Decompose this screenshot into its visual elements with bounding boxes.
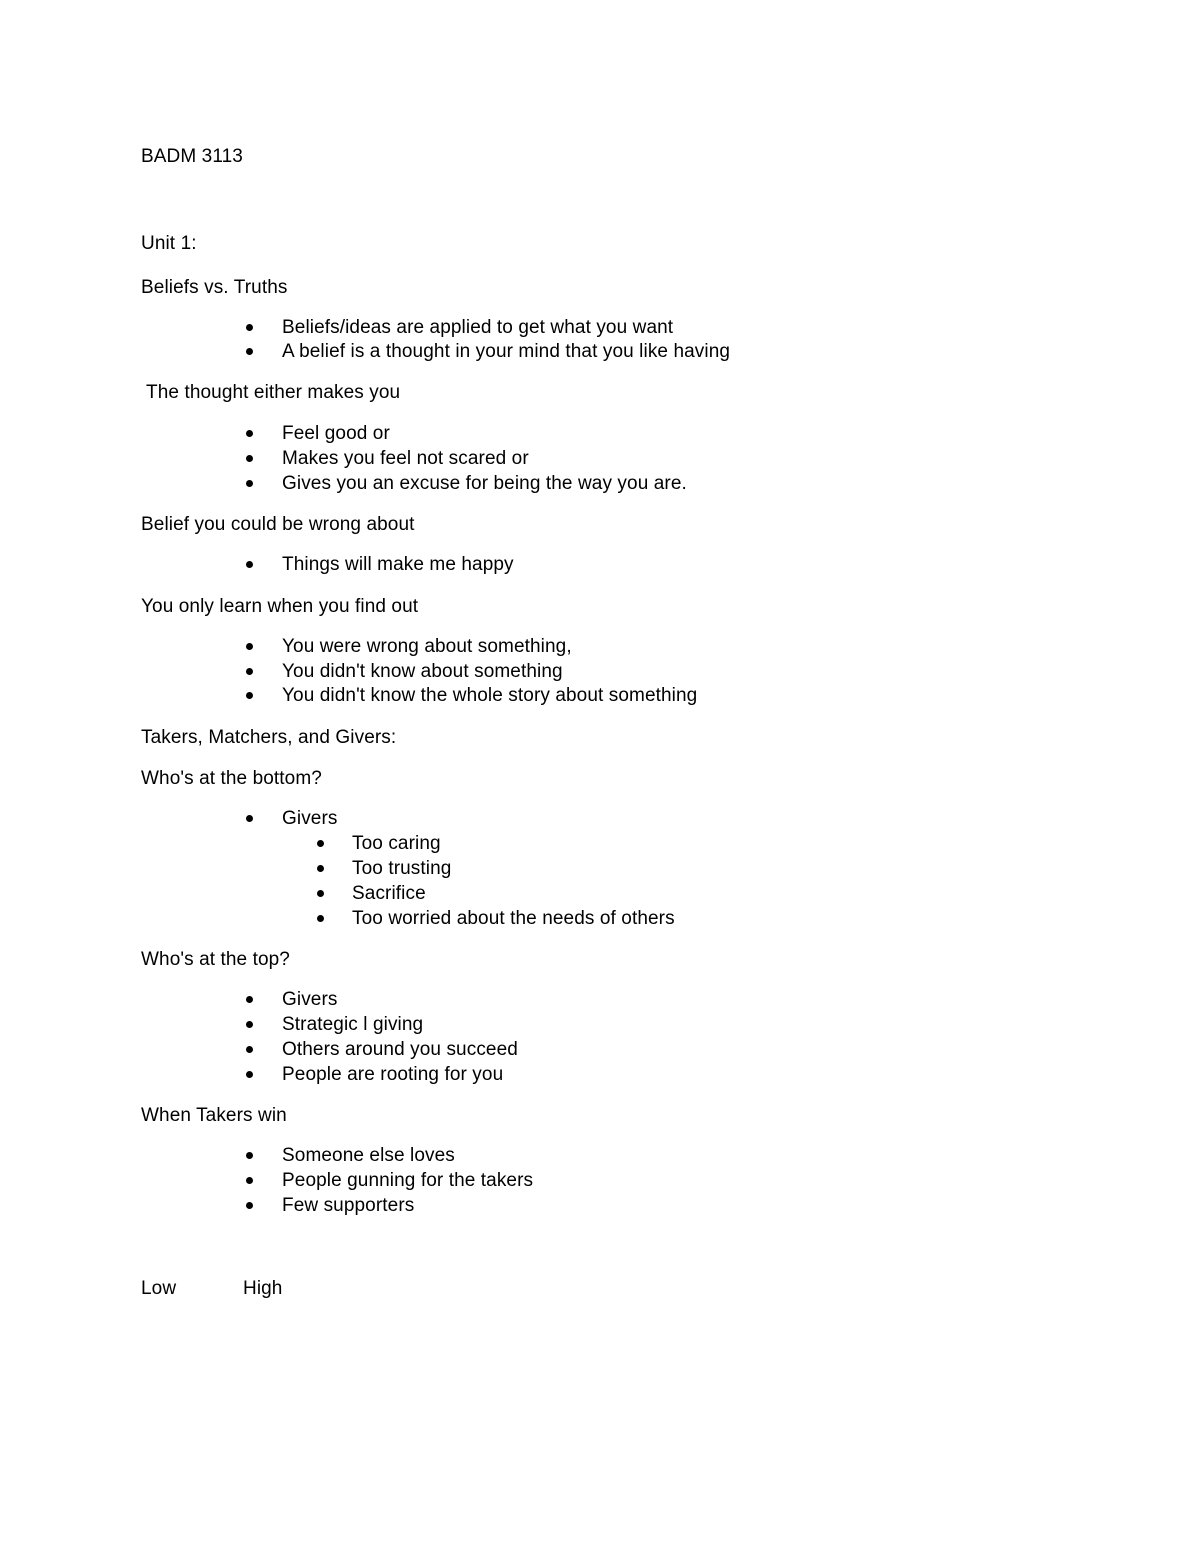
section-heading-beliefs-vs-truths: Beliefs vs. Truths [141, 277, 288, 298]
section-heading-only-learn: You only learn when you find out [141, 596, 419, 617]
bullet-icon [246, 1021, 253, 1028]
bullet-icon [246, 643, 253, 650]
list-item: Feel good or [282, 423, 390, 444]
section-heading-takers-matchers-givers: Takers, Matchers, and Givers: [141, 727, 397, 748]
bullet-icon [317, 890, 324, 897]
bullet-icon [246, 561, 253, 568]
section-heading-takers-win: When Takers win [141, 1105, 287, 1126]
section-heading-thought-makes-you: The thought either makes you [141, 382, 401, 403]
bullet-icon [246, 1177, 253, 1184]
section-heading-top: Who's at the top? [141, 949, 290, 970]
bullet-icon [246, 1202, 253, 1209]
bullet-icon [246, 692, 253, 699]
section-heading-bottom: Who's at the bottom? [141, 768, 322, 789]
unit-title: Unit 1: [141, 233, 197, 254]
list-item: A belief is a thought in your mind that you like having [282, 341, 731, 362]
sub-list-item: Too caring [352, 833, 441, 854]
sub-list-item: Sacrifice [352, 883, 426, 904]
bullet-icon [246, 455, 253, 462]
bullet-icon [317, 840, 324, 847]
list-item: Someone else loves [282, 1145, 455, 1166]
sub-list-item: Too trusting [352, 858, 452, 879]
scale-low-label: Low [141, 1278, 177, 1299]
list-item: Beliefs/ideas are applied to get what you want [282, 317, 674, 338]
bullet-icon [246, 815, 253, 822]
section-heading-belief-wrong: Belief you could be wrong about [141, 514, 415, 535]
list-item: You didn't know the whole story about something [282, 685, 698, 706]
list-item: Few supporters [282, 1195, 415, 1216]
bullet-icon [246, 430, 253, 437]
bullet-icon [246, 1046, 253, 1053]
bullet-icon [317, 865, 324, 872]
bullet-icon [246, 480, 253, 487]
sub-list-item: Too worried about the needs of others [352, 908, 675, 929]
list-item: Others around you succeed [282, 1039, 518, 1060]
bullet-icon [246, 996, 253, 1003]
list-item: Strategic l giving [282, 1014, 424, 1035]
bullet-icon [246, 1152, 253, 1159]
bullet-icon [246, 668, 253, 675]
bullet-icon [246, 348, 253, 355]
bullet-icon [246, 1071, 253, 1078]
list-item: You were wrong about something, [282, 636, 572, 657]
bullet-icon [246, 324, 253, 331]
list-item: People are rooting for you [282, 1064, 504, 1085]
list-item: Makes you feel not scared or [282, 448, 529, 469]
list-item: People gunning for the takers [282, 1170, 534, 1191]
list-item: You didn't know about something [282, 661, 563, 682]
list-item: Things will make me happy [282, 554, 514, 575]
document-header: BADM 3113 [141, 146, 243, 167]
scale-high-label: High [243, 1278, 283, 1299]
list-item: Gives you an excuse for being the way you are. [282, 473, 687, 494]
list-item: Givers [282, 989, 338, 1010]
list-item: Givers [282, 808, 338, 829]
bullet-icon [317, 915, 324, 922]
